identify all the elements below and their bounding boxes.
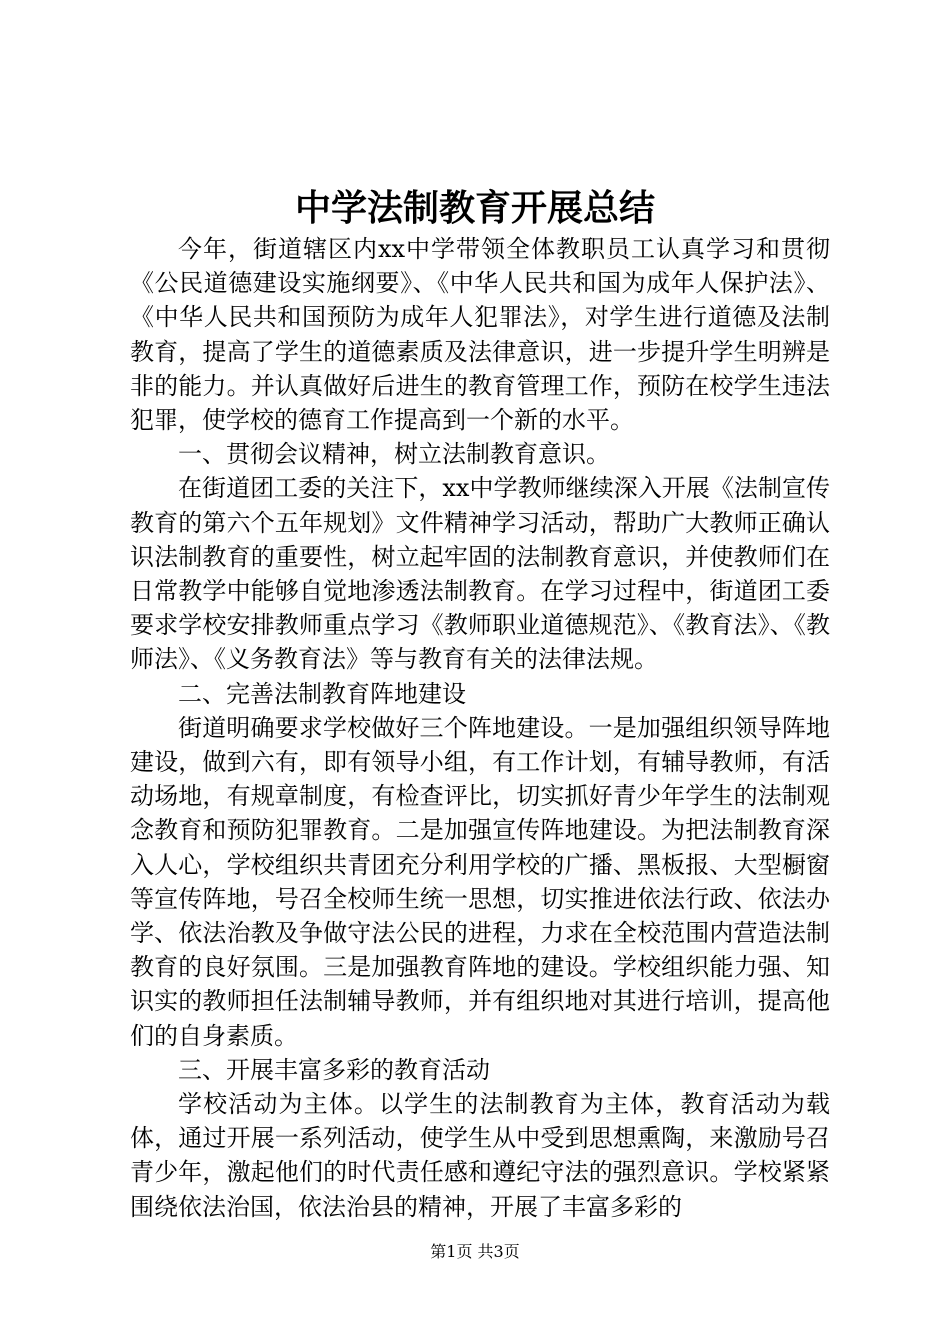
section-heading-1: 一、贯彻会议精神，树立法制教育意识。	[178, 440, 610, 469]
paragraph-section-2: 街道明确要求学校做好三个阵地建设。一是加强组织领导阵地建设，做到六有，即有领导小组，有工作计划，有辅导教师，有活动场地，有规章制度，有检查评比，切实抓好青少年学生的法制观念教育和预防犯罪教育。二是加强宣传阵地建设。为把法制教育深入人心，学校组织共青团充分利用学校的广播、黑板报、大型橱窗等宣传阵地，号召全校师生统一思想，切实推进依法行政、依法办学、依法治教及争做守法公民的进程，力求在全校范围内营造法制教育的良好氛围。三是加强教育阵地的建设。学校组织能力强、知识实的教师担任法制辅导教师，并有组织地对其进行培训，提高他们的自身素质。	[130, 713, 830, 1050]
document-body	[130, 232, 830, 1224]
paragraph-section-3: 学校活动为主体。以学生的法制教育为主体，教育活动为载体，通过开展一系列活动，使学生从中受到思想熏陶，来激励号召青少年，激起他们的时代责任感和遵纪守法的强烈意识。学校紧紧围绕依法治国，依法治县的精神，开展了丰富多彩的	[130, 1090, 830, 1221]
section-heading-2: 二、完善法制教育阵地建设	[178, 679, 466, 708]
paragraph-section-1: 在街道团工委的关注下，xx中学教师继续深入开展《法制宣传教育的第六个五年规划》文件精神学习活动，帮助广大教师正确认识法制教育的重要性，树立起牢固的法制教育意识，并使教师们在日常教学中能够自觉地渗透法制教育。在学习过程中，街道团工委要求学校安排教师重点学习《教师职业道德规范》、《教育法》、《教师法》、《义务教育法》等与教育有关的法律法规。	[130, 474, 830, 674]
paragraph-intro: 今年，街道辖区内xx中学带领全体教职员工认真学习和贯彻《公民道德建设实施纲要》、《中华人民共和国为成年人保护法》、《中华人民共和国预防为成年人犯罪法》，对学生进行道德及法制教育，提高了学生的道德素质及法律意识，进一步提升学生明辨是非的能力。并认真做好后进生的教育管理工作，预防在校学生违法犯罪，使学校的德育工作提高到一个新的水平。	[130, 235, 830, 435]
section-heading-3: 三、开展丰富多彩的教育活动	[178, 1055, 490, 1084]
page-number-footer: 第1页 共3页	[430, 1242, 520, 1261]
document-title: 中学法制教育开展总结	[294, 187, 655, 229]
